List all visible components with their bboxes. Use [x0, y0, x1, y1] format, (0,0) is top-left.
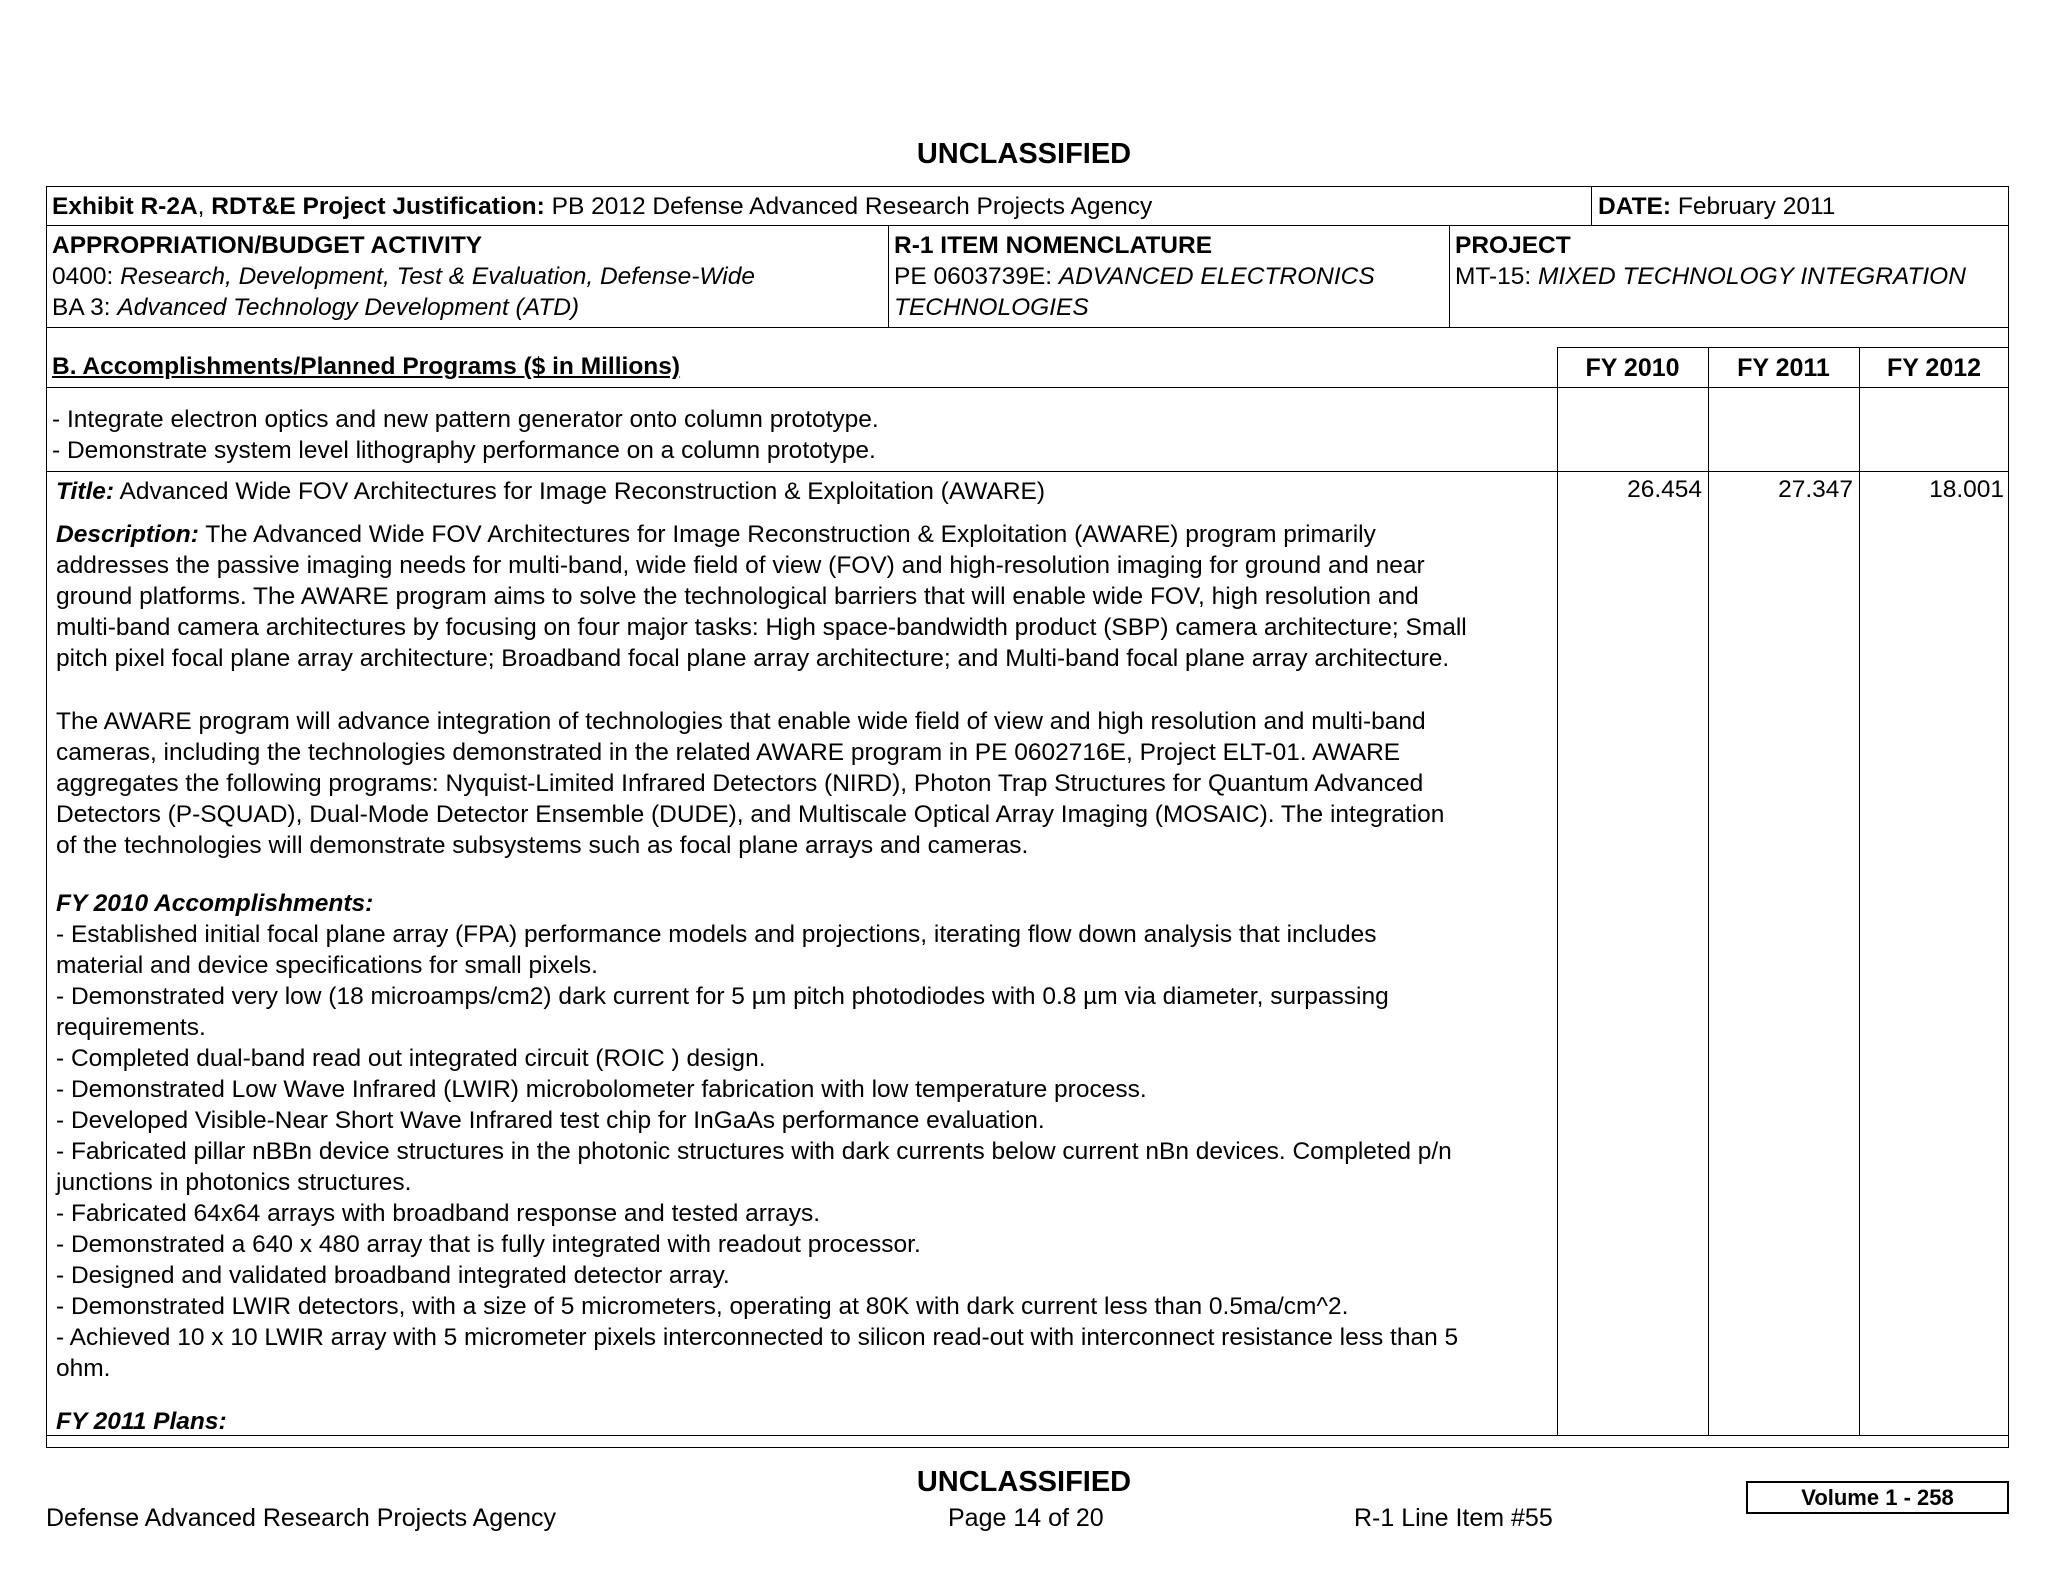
carryover-list — [52, 404, 1552, 466]
list-item: junctions in photonics structures. — [56, 1169, 412, 1196]
fy-header-2012: FY 2012 — [1886, 354, 1982, 382]
date: DATE: February 2011 — [1598, 193, 1836, 220]
list-item: - Integrate electron optics and new pattern generator onto column prototype. — [52, 406, 879, 433]
footer-line-item: R-1 Line Item #55 — [1354, 1504, 1553, 1532]
classification-bottom: UNCLASSIFIED — [916, 1466, 1132, 1498]
list-item: - Designed and validated broadband integrated detector array. — [56, 1262, 730, 1289]
fy2010-accomplishments — [56, 888, 1556, 1384]
fy2011-plans-heading: FY 2011 Plans: — [56, 1408, 227, 1435]
project-block: PROJECT MT-15: MIXED TECHNOLOGY INTEGRATION — [1455, 232, 1966, 290]
exhibit-title: Exhibit R-2A, RDT&E Project Justification: PB 2012 Defense Advanced Research Projects Agency — [52, 193, 1153, 220]
list-item: - Developed Visible-Near Short Wave Infrared test chip for InGaAs performance evaluation. — [56, 1107, 1045, 1134]
volume-box: Volume 1 - 258 — [1746, 1481, 2009, 1514]
r1-nomenclature-block: R-1 ITEM NOMENCLATURE PE 0603739E: ADVANCED ELECTRONICS TECHNOLOGIES — [894, 232, 1375, 321]
list-item: material and device specifications for small pixels. — [56, 952, 598, 979]
appropriation-block: APPROPRIATION/BUDGET ACTIVITY 0400: Research, Development, Test & Evaluation, Defense-Wide BA 3: Advanced Technology Development (ATD) — [52, 232, 755, 321]
list-item: ohm. — [56, 1355, 111, 1382]
list-item: - Fabricated 64x64 arrays with broadband response and tested arrays. — [56, 1200, 821, 1227]
amount-fy2011: 27.347 — [1778, 476, 1853, 503]
list-item: - Demonstrate system level lithography performance on a column prototype. — [52, 437, 876, 464]
classification-top: UNCLASSIFIED — [916, 138, 1132, 170]
list-item: - Fabricated pillar nBBn device structures in the photonic structures with dark currents below current nBn devices. Completed p/n — [56, 1138, 1452, 1165]
list-item: requirements. — [56, 1014, 206, 1041]
fy-header-2010: FY 2010 — [1585, 354, 1680, 382]
program-title: Title: Advanced Wide FOV Architectures for Image Reconstruction & Exploitation (AWARE) — [56, 478, 1046, 505]
amount-fy2012: 18.001 — [1929, 476, 2004, 503]
list-item: - Demonstrated very low (18 microamps/cm2) dark current for 5 µm pitch photodiodes with 0.8 µm via diameter, surpassing — [56, 983, 1389, 1010]
section-heading: B. Accomplishments/Planned Programs ($ in Millions) — [52, 353, 681, 380]
program-paragraph-2: The AWARE program will advance integration of technologies that enable wide field of view and high resolution and multi-band cameras, including the technologies demonstrated in the related AWARE program in PE 0602716E, Project ELT-01. AWARE aggregates the following programs: Nyquist-Limited Infrared Detectors (NIRD), Photon Trap Structures for Quantum Advanced Detectors (P-SQUAD), Dual-Mode Detector Ensemble (DUDE), and Multiscale Optical Array Imaging (MOSAIC). The integration of the technologies will demonstrate subsystems such as focal plane arrays and cameras. — [56, 708, 1445, 859]
accomplishments-heading: FY 2010 Accomplishments: — [56, 890, 374, 917]
footer-agency: Defense Advanced Research Projects Agency — [46, 1504, 557, 1532]
list-item: - Demonstrated Low Wave Infrared (LWIR) microbolometer fabrication with low temperature process. — [56, 1076, 1147, 1103]
list-item: - Established initial focal plane array (FPA) performance models and projections, iterating flow down analysis that includes — [56, 921, 1377, 948]
list-item: - Demonstrated LWIR detectors, with a size of 5 micrometers, operating at 80K with dark current less than 0.5ma/cm^2. — [56, 1293, 1349, 1320]
footer-page-number: Page 14 of 20 — [948, 1504, 1104, 1532]
amount-fy2010: 26.454 — [1627, 476, 1702, 503]
list-item: - Demonstrated a 640 x 480 array that is fully integrated with readout processor. — [56, 1231, 921, 1258]
fy-header-2011: FY 2011 — [1737, 354, 1830, 382]
program-description: Description: The Advanced Wide FOV Architectures for Image Reconstruction & Exploitation (AWARE) program primarily addresses the passive imaging needs for multi-band, wide field of view (FOV) and high-resolution imaging for ground and near ground platforms. The AWARE program aims to solve the technological barriers that will enable wide FOV, high resolution and multi-band camera architectures by focusing on four major tasks: High space-bandwidth product (SBP) camera architecture; Small pitch pixel focal plane array architecture; Broadband focal plane array architecture; and Multi-band focal plane array architecture. — [56, 521, 1467, 672]
list-item: - Achieved 10 x 10 LWIR array with 5 micrometer pixels interconnected to silicon read-out with interconnect resistance less than 5 — [56, 1324, 1459, 1351]
list-item: - Completed dual-band read out integrated circuit (ROIC ) design. — [56, 1045, 766, 1072]
